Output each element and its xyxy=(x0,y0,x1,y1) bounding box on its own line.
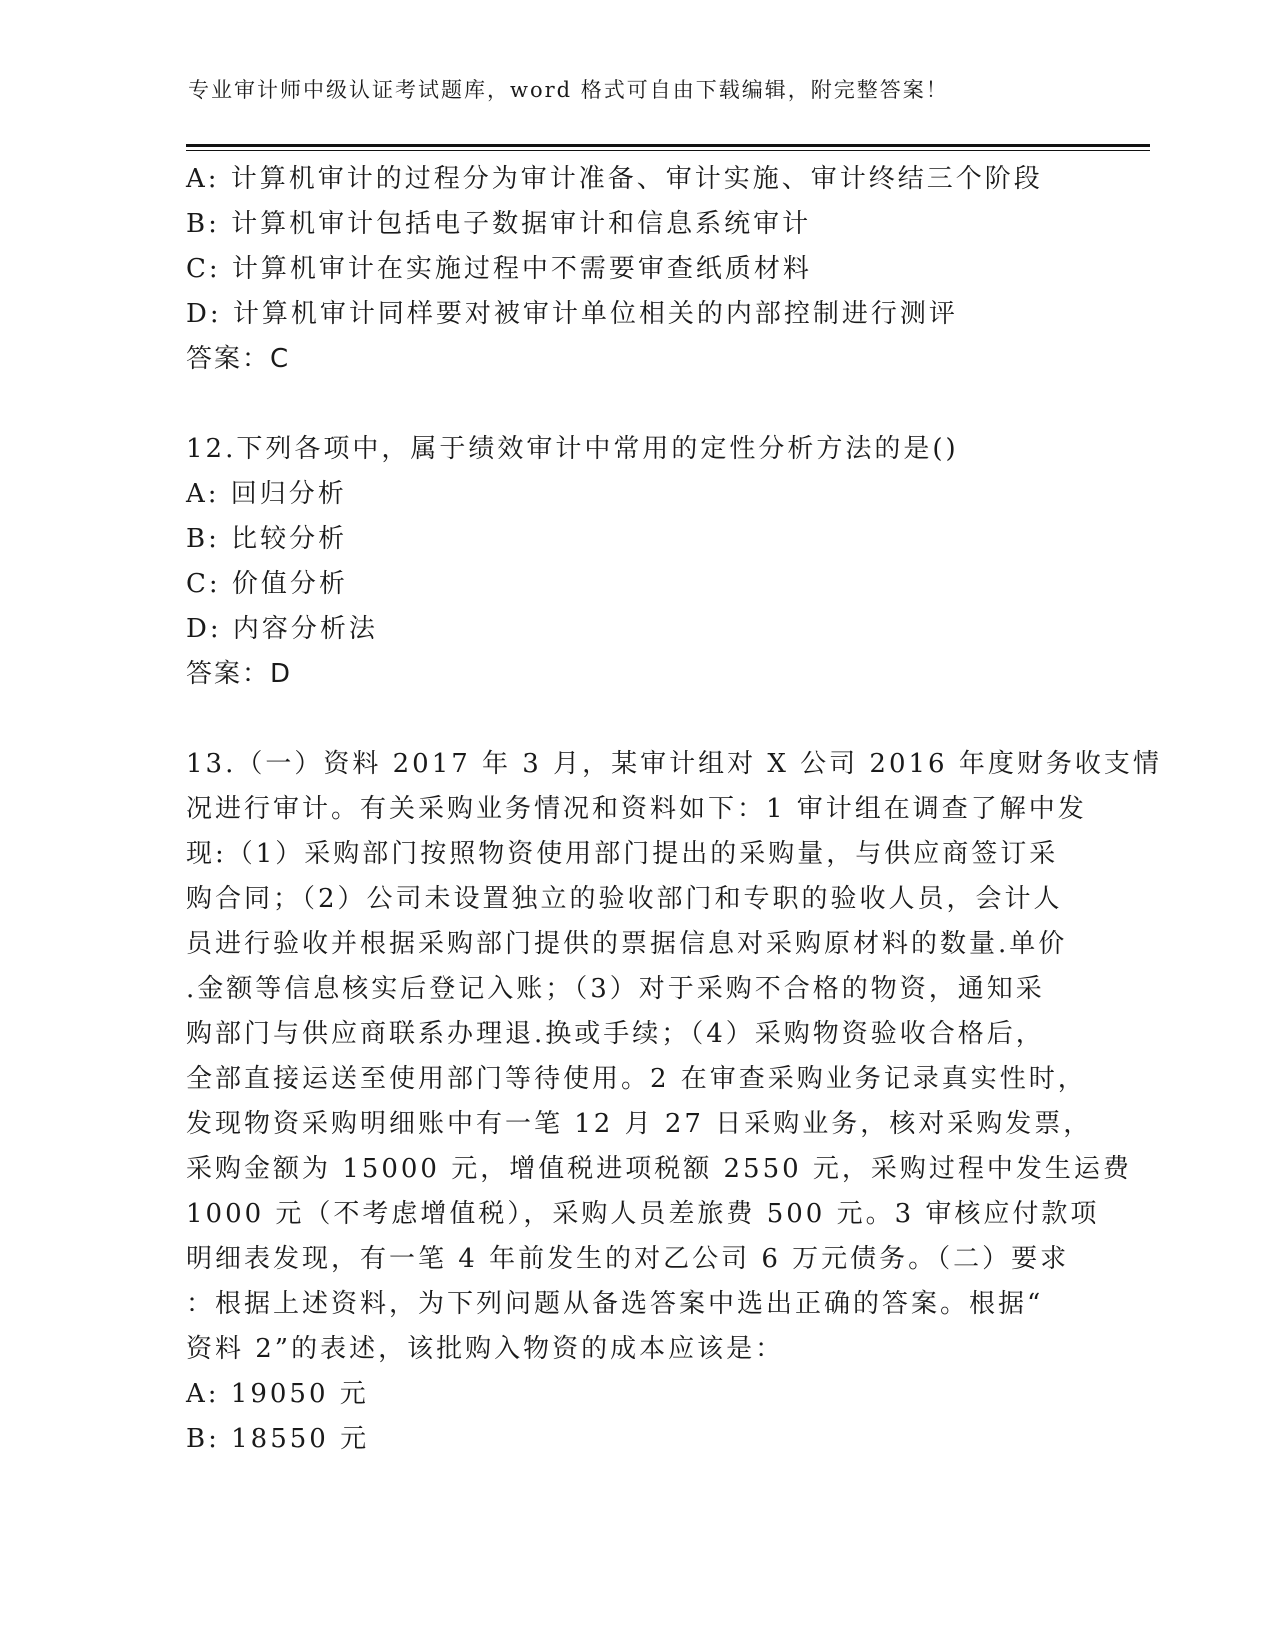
option-d: D: 内容分析法 xyxy=(186,614,378,644)
question-13-line: 明细表发现，有一笔 4 年前发生的对乙公司 6 万元债务。（二）要求 xyxy=(186,1244,1070,1274)
question-13-line: 员进行验收并根据采购部门提供的票据信息对采购原材料的数量.单价 xyxy=(186,929,1068,959)
question-13-line: 资料 2”的表述，该批购入物资的成本应该是： xyxy=(186,1334,785,1364)
question-13-line: 况进行审计。有关采购业务情况和资料如下：1 审计组在调查了解中发 xyxy=(186,794,1087,824)
question-13-line: 发现物资采购明细账中有一笔 12 月 27 日采购业务，核对采购发票， xyxy=(186,1109,1093,1139)
question-11-options xyxy=(186,157,1086,337)
option-c: C: 价值分析 xyxy=(186,569,348,599)
option-b: B: 比较分析 xyxy=(186,524,348,554)
question-13-line: .金额等信息核实后登记入账；（3）对于采购不合格的物资，通知采 xyxy=(186,974,1045,1004)
question-12-text: 12.下列各项中，属于绩效审计中常用的定性分析方法的是() xyxy=(186,434,959,464)
question-12-answer: 答案：D xyxy=(186,659,293,689)
option-c: C: 计算机审计在实施过程中不需要审查纸质材料 xyxy=(186,254,812,284)
option-b: B: 计算机审计包括电子数据审计和信息系统审计 xyxy=(186,209,812,239)
question-11-answer: 答案：C xyxy=(186,344,291,374)
question-13-line: 13.（一）资料 2017 年 3 月，某审计组对 X 公司 2016 年度财务收支情 xyxy=(186,749,1162,779)
question-13-options xyxy=(186,1372,1086,1462)
option-a: A: 19050 元 xyxy=(186,1379,369,1409)
header-divider-thick xyxy=(186,144,1150,147)
question-13-line: 现:（1）采购部门按照物资使用部门提出的采购量，与供应商签订采 xyxy=(186,839,1059,869)
question-13-line: ：根据上述资料，为下列问题从备选答案中选出正确的答案。根据“ xyxy=(186,1289,1044,1319)
question-13-line: 1000 元（不考虑增值税），采购人员差旅费 500 元。3 审核应付款项 xyxy=(186,1199,1100,1229)
option-b: B: 18550 元 xyxy=(186,1424,370,1454)
question-13-text xyxy=(186,742,1162,1372)
option-a: A: 计算机审计的过程分为审计准备、审计实施、审计终结三个阶段 xyxy=(186,164,1043,194)
question-13-line: 全部直接运送至使用部门等待使用。2 在审查采购业务记录真实性时， xyxy=(186,1064,1087,1094)
option-a: A: 回归分析 xyxy=(186,479,347,509)
question-12-options xyxy=(186,472,1086,652)
question-13-line: 购合同；（2）公司未设置独立的验收部门和专职的验收人员，会计人 xyxy=(186,884,1063,914)
header-divider-thin xyxy=(186,150,1150,151)
question-13-line: 购部门与供应商联系办理退.换或手续；（4）采购物资验收合格后， xyxy=(186,1019,1045,1049)
page-header: 专业审计师中级认证考试题库，word 格式可自由下载编辑，附完整答案！ xyxy=(188,78,949,102)
question-13-line: 采购金额为 15000 元，增值税进项税额 2550 元，采购过程中发生运费 xyxy=(186,1154,1132,1184)
document-body xyxy=(186,157,1162,1462)
option-d: D: 计算机审计同样要对被审计单位相关的内部控制进行测评 xyxy=(186,299,958,329)
